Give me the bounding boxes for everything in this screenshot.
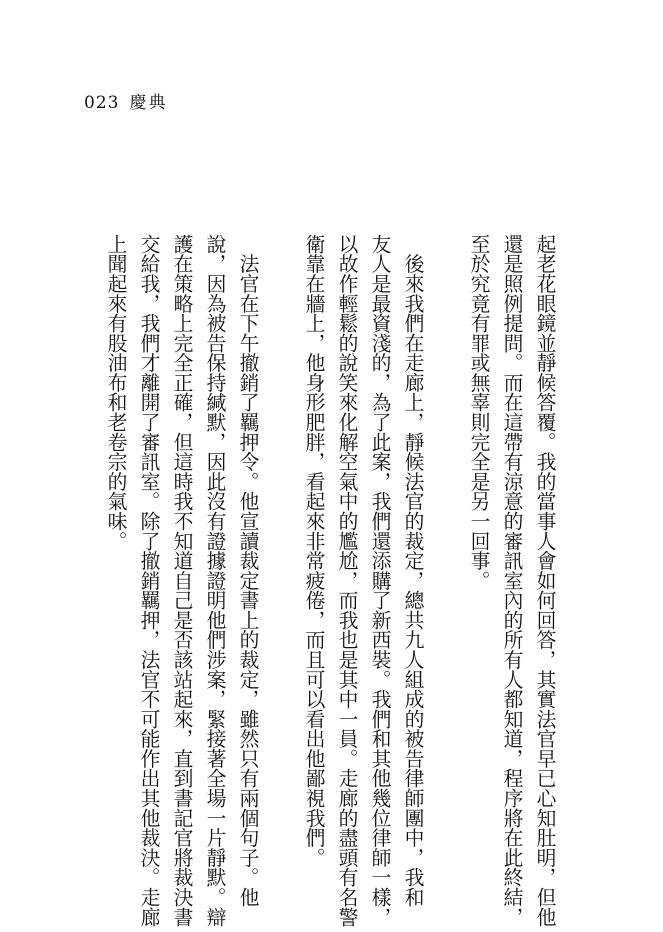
chapter-title: 慶典 <box>129 93 168 113</box>
text-column: 說，因為被告保持緘默，因此沒有證據證明他們涉案，緊接著全場一片靜默。辯 <box>203 234 226 927</box>
text-column: 交給我，我們才離開了審訊室。除了撤銷羈押，法官不可能作出其他裁決。走廊 <box>137 234 160 927</box>
text-column: 友人是最資淺的，為了此案，我們還添購了新西裝。我們和其他幾位律師一樣， <box>368 234 391 927</box>
text-column: 起老花眼鏡並靜候答覆。我的當事人會如何回答，其實法官早已心知肚明，但他 <box>533 234 556 927</box>
text-column: 至於究竟有罪或無辜則完全是另一回事。 <box>467 234 490 591</box>
text-column: 還是照例提問。而在這帶有涼意的審訊室內的所有人都知道，程序將在此終結， <box>500 234 523 927</box>
page-number: 023 <box>84 93 120 113</box>
text-column: 上聞起來有股油布和老卷宗的氣味。 <box>104 234 127 551</box>
running-header <box>84 88 167 113</box>
text-column: 法官在下午撤銷了羈押令。他宣讀裁定書上的裁定，雖然只有兩個句子。他 <box>236 234 259 907</box>
text-column: 護在策略上完全正確，但這時我不知道自己是否該站起來，直到書記官將裁決書 <box>170 234 193 927</box>
text-column: 以故作輕鬆的說笑來化解空氣中的尷尬，而我也是其中一員。走廊的盡頭有名警 <box>335 234 358 927</box>
text-column: 衛靠在牆上，他身形肥胖，看起來非常疲倦，而且可以看出他鄙視我們。 <box>302 234 325 868</box>
text-column: 後來我們在走廊上，靜候法官的裁定，總共九人組成的被告律師團中，我和 <box>401 234 424 907</box>
